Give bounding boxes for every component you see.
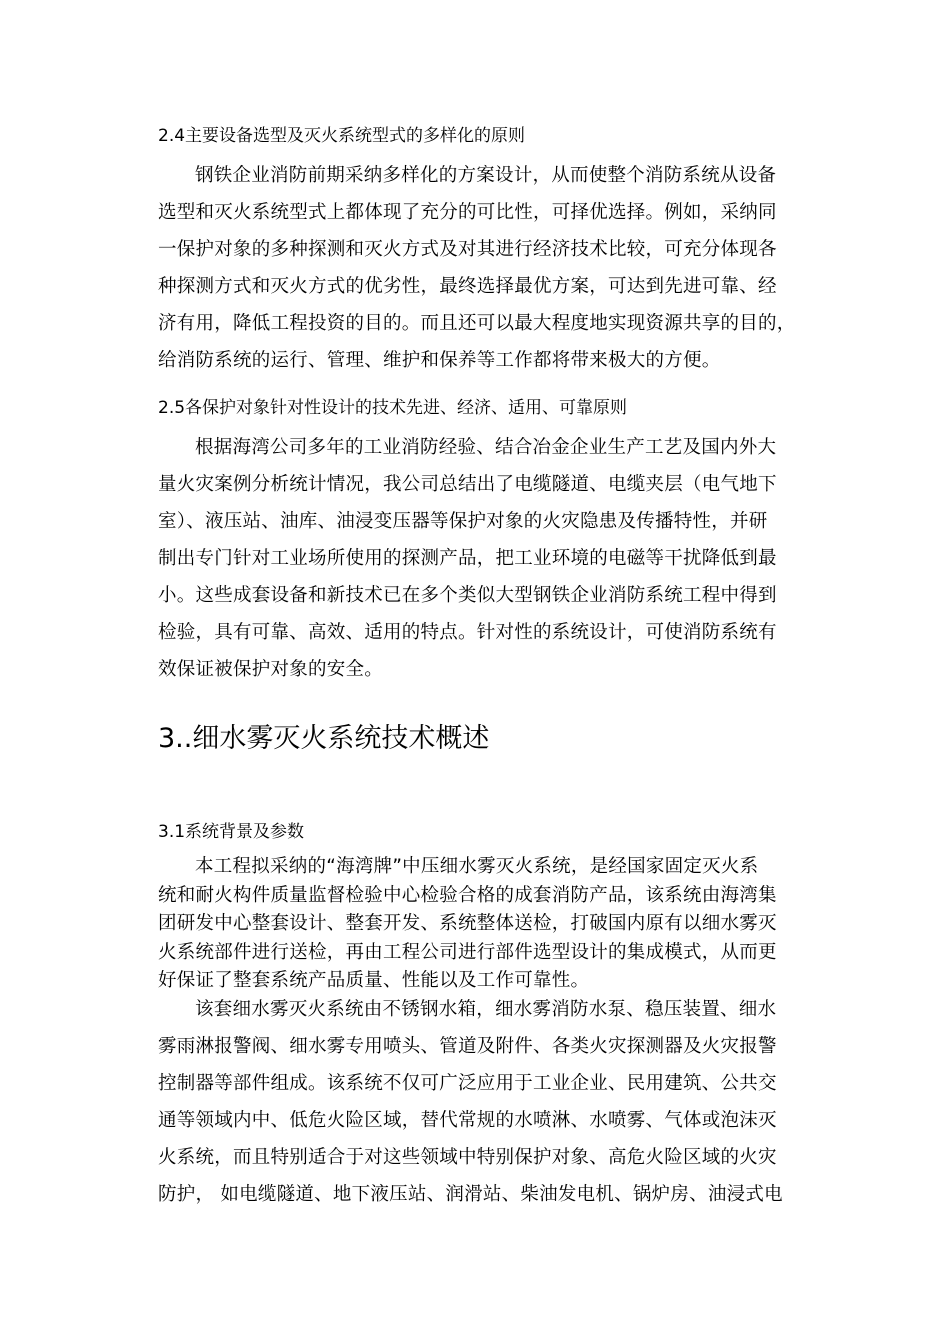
paragraph-line: 小。这些成套设备和新技术已在多个类似大型钢铁企业消防系统工程中得到 <box>158 585 777 606</box>
paragraph-line: 该套细水雾灭火系统由不锈钢水箱，细水雾消防水泵、稳压装置、细水 <box>195 999 777 1020</box>
paragraph-line: 好保证了整套系统产品质量、性能以及工作可靠性。 <box>158 970 590 991</box>
paragraph-line: 一保护对象的多种探测和灭火方式及对其进行经济技术比较，可充分体现各 <box>158 239 777 260</box>
paragraph-line: 室）、液压站、油库、油浸变压器等保护对象的火灾隐患及传播特性，并研 <box>158 511 768 532</box>
paragraph-line: 统和耐火构件质量监督检验中心检验合格的成套消防产品，该系统由海湾集 <box>158 884 777 906</box>
paragraph-line: 效保证被保护对象的安全。 <box>158 659 384 680</box>
paragraph-line: 火系统部件进行送检，再由工程公司进行部件选型设计的集成模式，从而更 <box>158 941 777 963</box>
paragraph-line: 本工程拟采纳的“海湾牌”中压细水雾灭火系统，是经国家固定灭火系 <box>195 856 759 877</box>
paragraph-line: 量火灾案例分析统计情况，我公司总结出了电缆隧道、电缆夹层（电气地下 <box>158 474 777 495</box>
section-3-1-paragraph-2 <box>158 991 808 1213</box>
section-3-1-heading: 3.1系统背景及参数 <box>158 822 305 842</box>
paragraph-line: 钢铁企业消防前期采纳多样化的方案设计，从而使整个消防系统从设备 <box>195 165 777 186</box>
paragraph-line: 济有用，降低工程投资的目的。而且还可以最大程度地实现资源共享的目的， <box>158 313 796 334</box>
paragraph-line: 控制器等部件组成。该系统不仅可广泛应用于工业企业、民用建筑、公共交 <box>158 1073 777 1094</box>
paragraph-line: 制出专门针对工业场所使用的探测产品，把工业环境的电磁等干扰降低到最 <box>158 548 777 569</box>
section-2-5-heading: 2.5各保护对象针对性设计的技术先进、经济、适用、可靠原则 <box>158 398 628 418</box>
paragraph-line: 选型和灭火系统型式上都体现了充分的可比性，可择优选择。例如，采纳同 <box>158 202 777 223</box>
section-3-heading: 3..细水雾灭火系统技术概述 <box>158 723 490 754</box>
paragraph-line: 火系统，而且特别适合于对这些领域中特别保护对象、高危火险区域的火灾 <box>158 1147 777 1168</box>
section-2-4-heading: 2.4主要设备选型及灭火系统型式的多样化的原则 <box>158 126 526 146</box>
paragraph-line: 给消防系统的运行、管理、维护和保养等工作都将带来极大的方便。 <box>158 350 721 371</box>
section-3-1-paragraph-1 <box>158 853 808 996</box>
paragraph-line: 检验，具有可靠、高效、适用的特点。针对性的系统设计，可使消防系统有 <box>158 622 777 643</box>
paragraph-line: 防护， 如电缆隧道、地下液压站、润滑站、柴油发电机、锅炉房、油浸式电 <box>158 1184 783 1205</box>
paragraph-line: 雾雨淋报警阀、细水雾专用喷头、管道及附件、各类火灾探测器及火灾报警 <box>158 1036 777 1057</box>
paragraph-line: 种探测方式和灭火方式的优劣性，最终选择最优方案，可达到先进可靠、经 <box>158 276 777 297</box>
section-2-5-paragraph <box>158 429 808 688</box>
section-2-4-paragraph <box>158 157 808 379</box>
paragraph-line: 通等领域内中、低危火险区域，替代常规的水喷淋、水喷雾、气体或泡沫灭 <box>158 1110 777 1131</box>
paragraph-line: 根据海湾公司多年的工业消防经验、结合冶金企业生产工艺及国内外大 <box>195 437 777 458</box>
paragraph-line: 团研发中心整套设计、整套开发、系统整体送检，打破国内原有以细水雾灭 <box>158 913 777 934</box>
